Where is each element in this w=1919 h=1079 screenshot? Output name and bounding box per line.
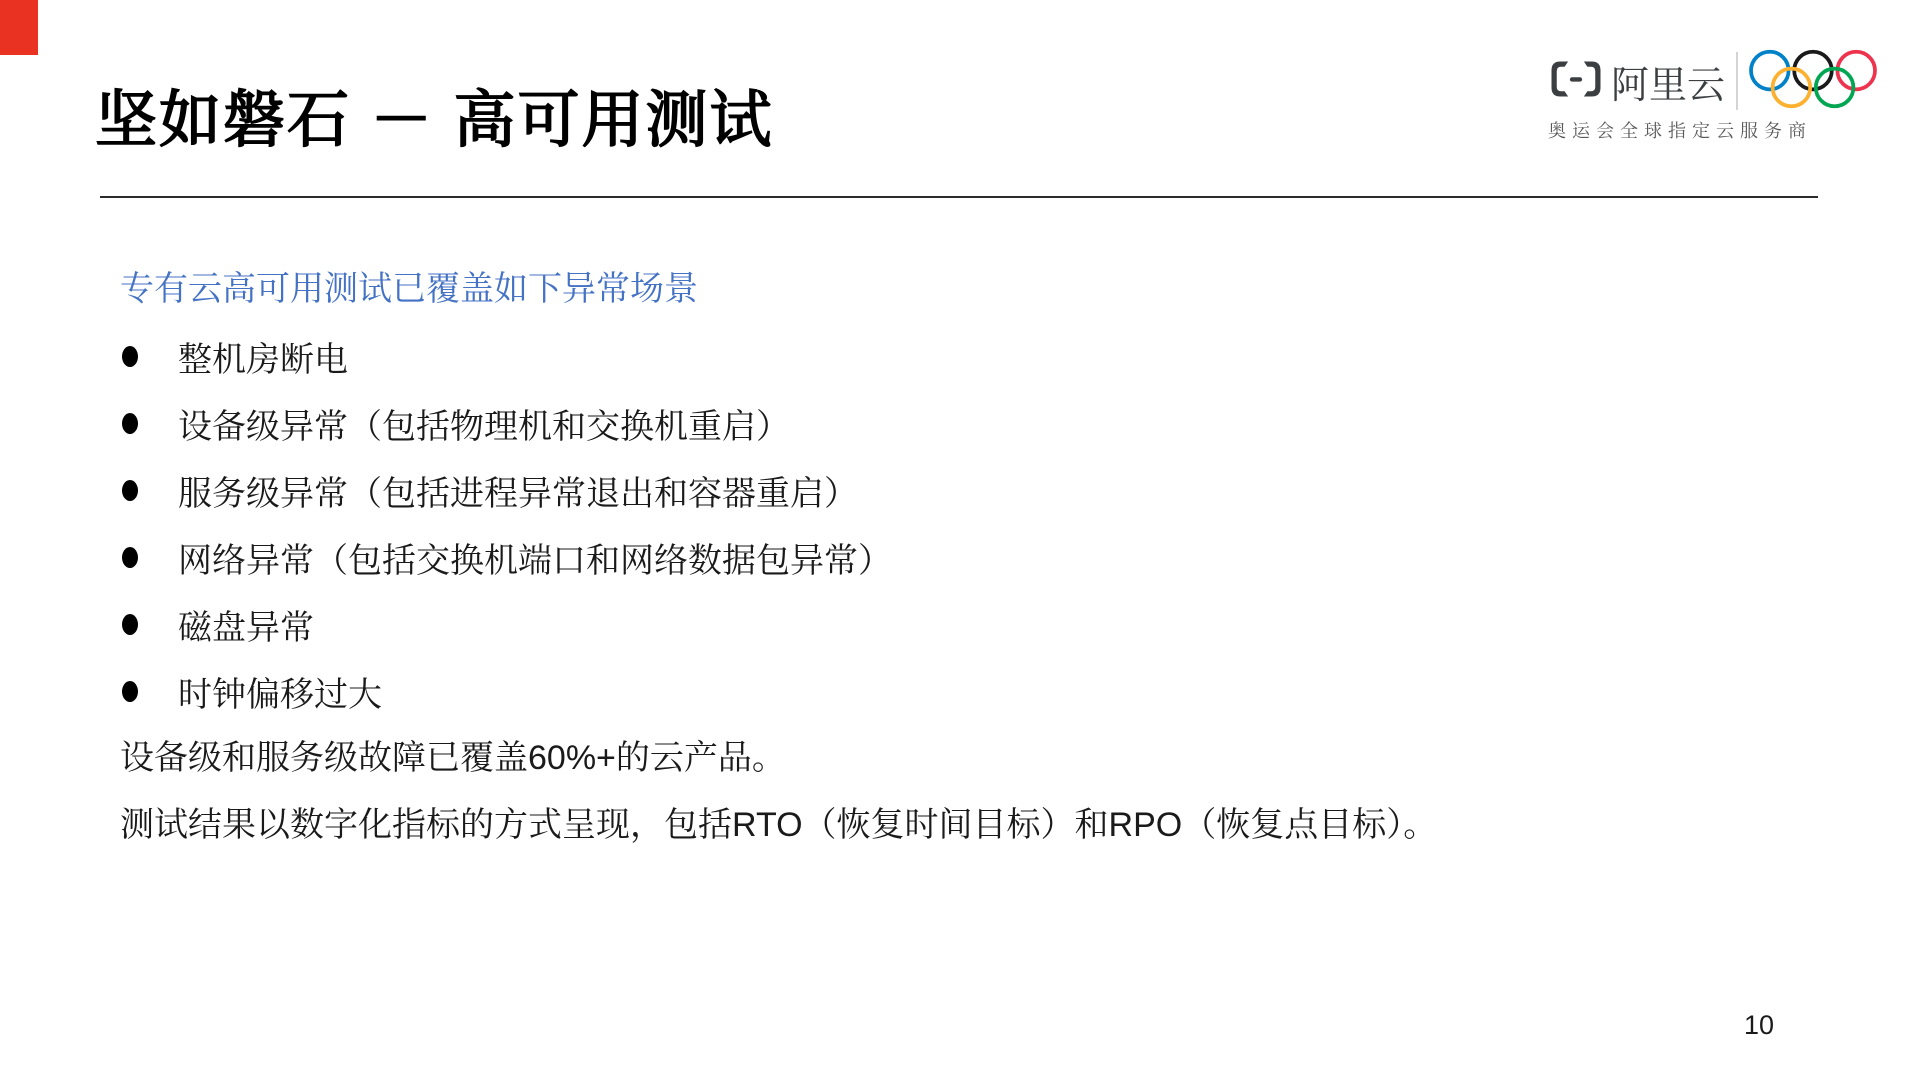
list-item xyxy=(120,658,1800,725)
bullet-dot-icon xyxy=(122,547,138,568)
list-item-text: 网络异常（包括交换机端口和网络数据包异常） xyxy=(178,542,892,580)
bullet-dot-icon xyxy=(122,480,138,501)
list-item-text: 服务级异常（包括进程异常退出和容器重启） xyxy=(178,475,858,513)
list-item xyxy=(120,457,1800,524)
bullet-dot-icon xyxy=(122,346,138,367)
list-item xyxy=(120,323,1800,390)
list-item-text: 整机房断电 xyxy=(178,341,348,379)
page-title: 坚如磐石 － 高可用测试 xyxy=(95,86,774,155)
metrics-statement: 测试结果以数字化指标的方式呈现，包括RTO（恢复时间目标）和RPO（恢复点目标）。 xyxy=(120,806,1438,844)
bullet-list xyxy=(120,323,1800,725)
list-item-text: 时钟偏移过大 xyxy=(178,676,382,714)
section-heading: 专有云高可用测试已覆盖如下异常场景 xyxy=(120,270,698,308)
list-item xyxy=(120,591,1800,658)
list-item xyxy=(120,390,1800,457)
logo-divider xyxy=(1736,52,1738,110)
alibaba-cloud-logo xyxy=(1548,50,1878,143)
list-item xyxy=(120,524,1800,591)
olympic-rings-icon xyxy=(1747,48,1879,115)
list-item-text: 设备级异常（包括物理机和交换机重启） xyxy=(178,408,790,446)
slide-body xyxy=(120,256,1800,859)
list-item-text: 磁盘异常 xyxy=(178,609,314,647)
bullet-dot-icon xyxy=(122,614,138,635)
coverage-statement: 设备级和服务级故障已覆盖60%+的云产品。 xyxy=(120,739,786,777)
alibaba-cloud-bracket-icon xyxy=(1548,58,1604,105)
logo-brand-text: 阿里云 xyxy=(1611,64,1726,107)
bullet-dot-icon xyxy=(122,413,138,434)
logo-tagline: 奥运会全球指定云服务商 xyxy=(1548,121,1812,141)
logo-row xyxy=(1548,50,1878,112)
accent-red-bar xyxy=(0,0,38,55)
title-divider xyxy=(100,196,1818,198)
page-number: 10 xyxy=(1744,1010,1775,1040)
bullet-dot-icon xyxy=(122,681,138,702)
